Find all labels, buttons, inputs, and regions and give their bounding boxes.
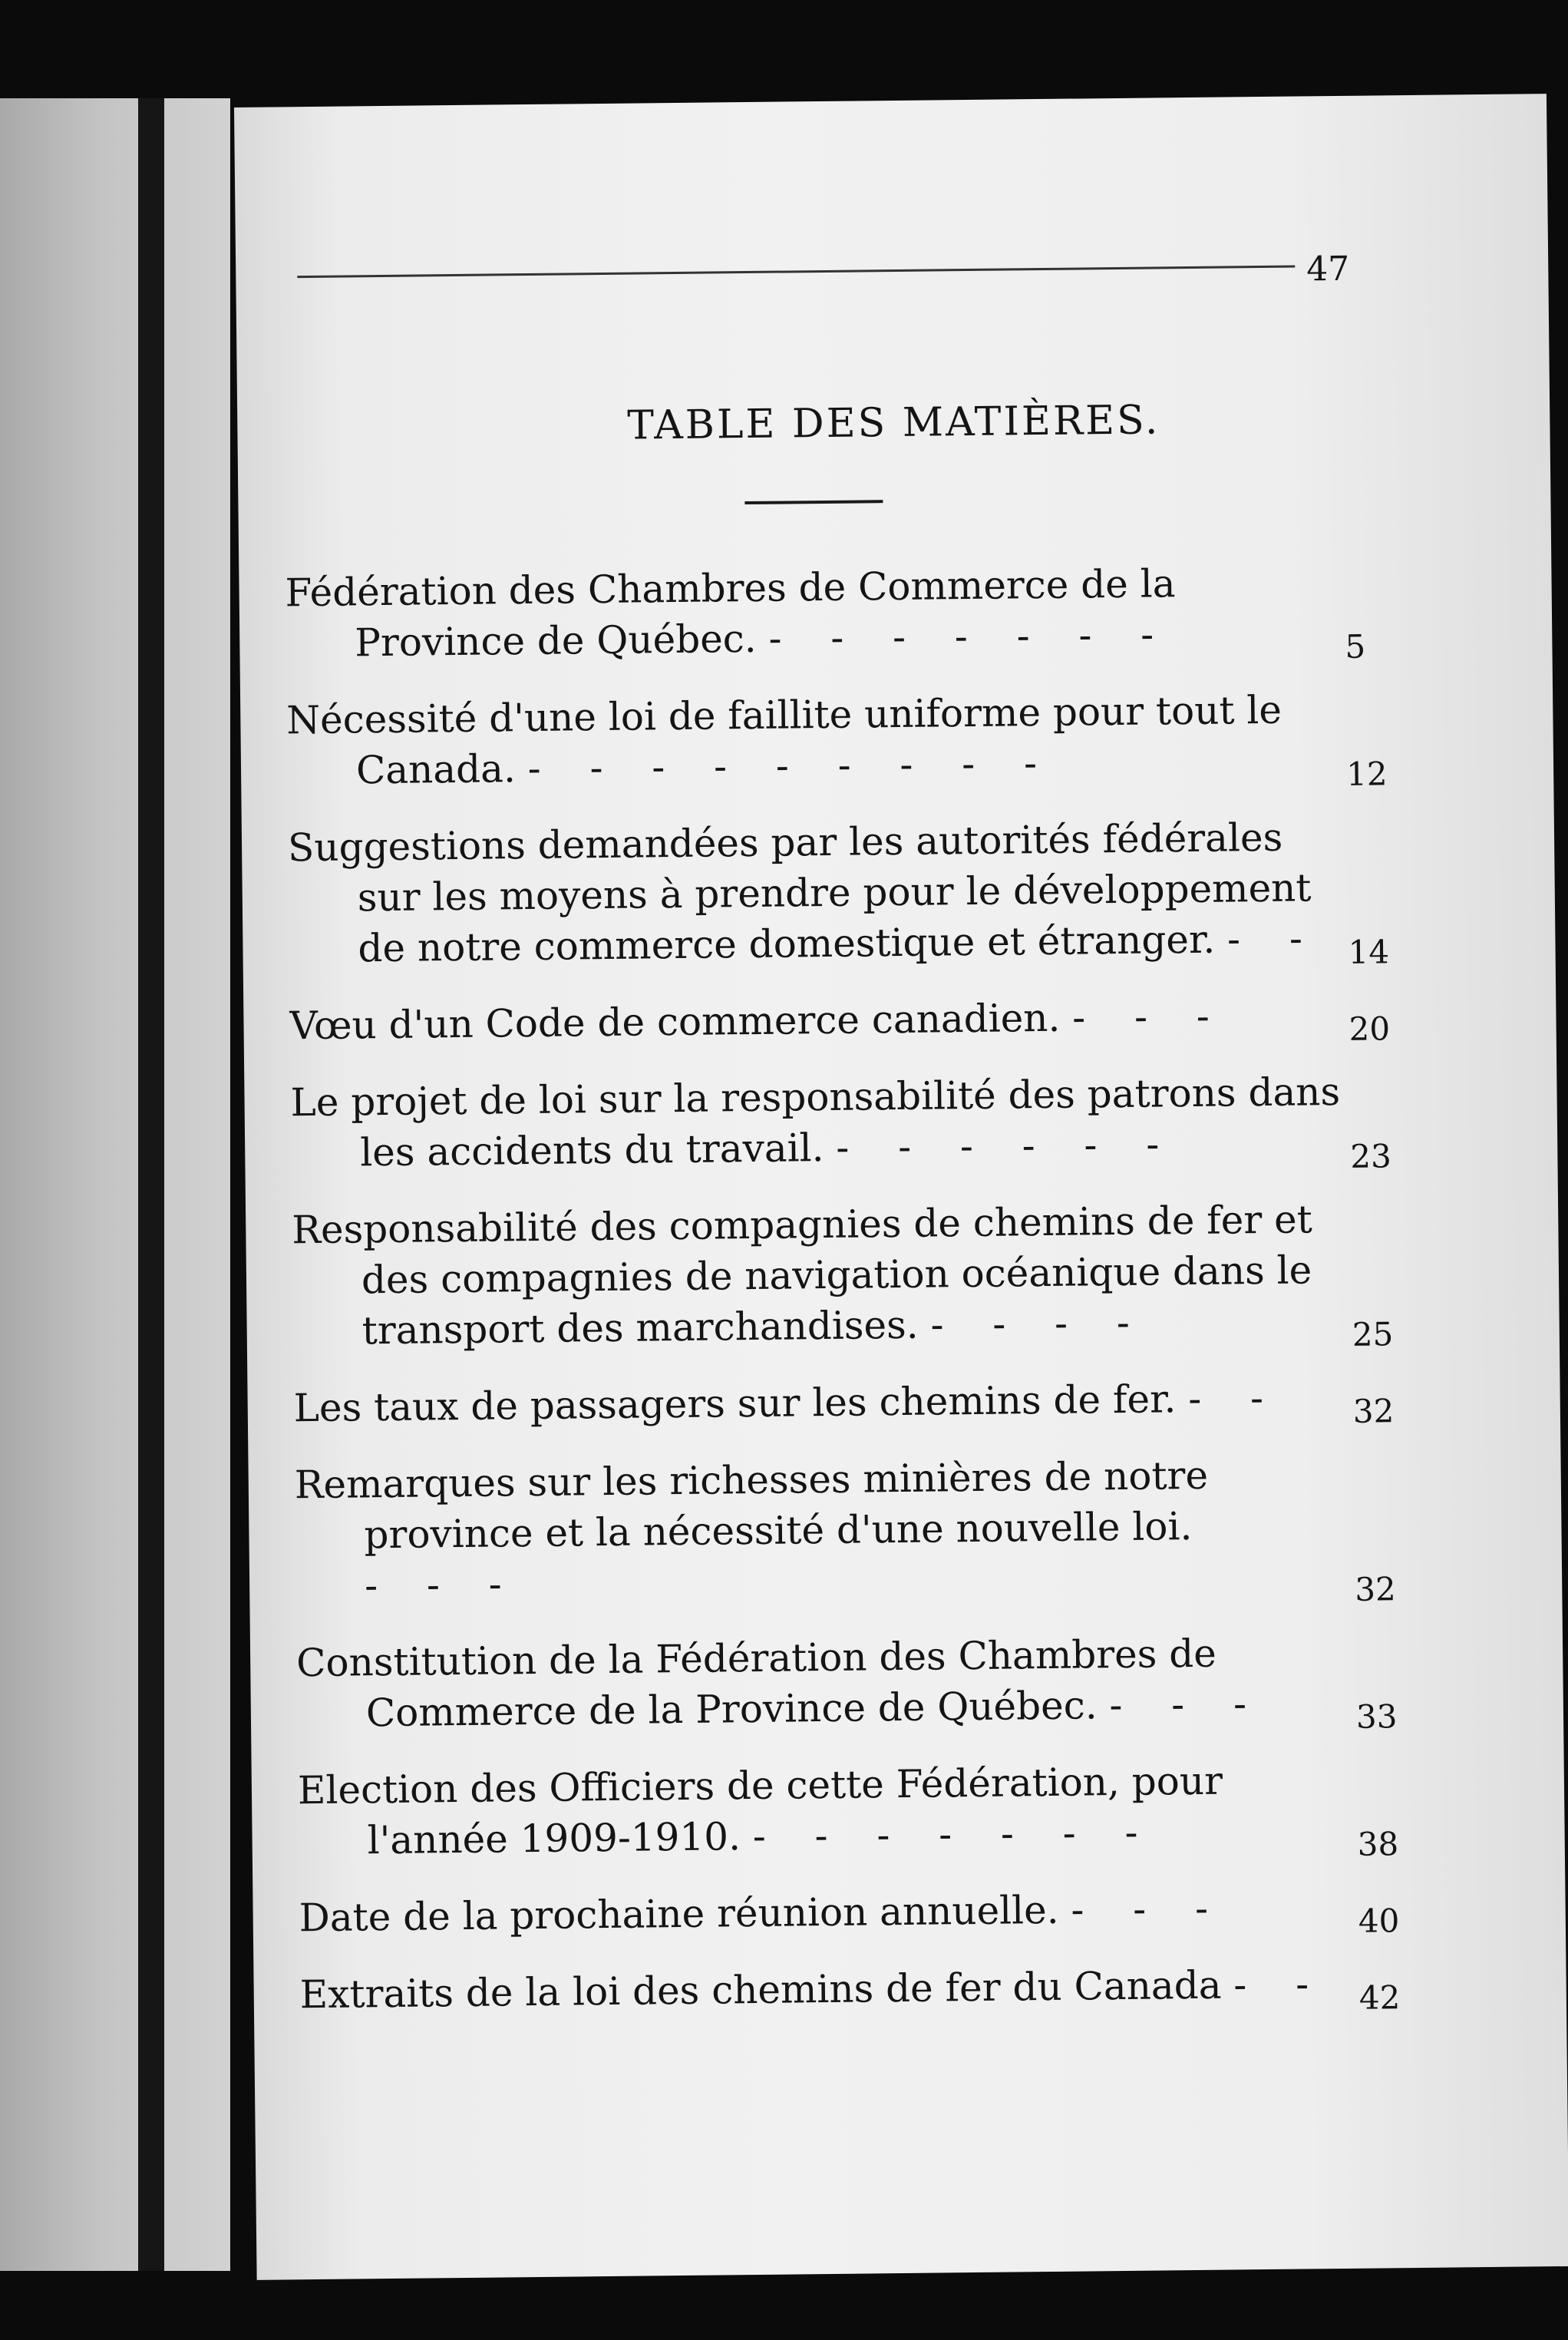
toc-entry-title: Extraits de la loi des chemins de fer du Canada [299,1962,1222,2018]
page-title: TABLE DES MATIÈRES. [627,397,1160,449]
toc-entry-title: Suggestions demandées par les autorités fédérales sur les moyens à prendre pour le développement de notre commerce domestique et étranger. [287,815,1312,971]
toc-entry [288,811,1441,975]
toc-entry-text [299,1958,1352,2020]
toc-entry-leader: - - - - - - - [768,612,1173,661]
toc-entry [292,1193,1444,1357]
toc-entry-text [290,1066,1342,1178]
toc-entry-text [294,1449,1347,1611]
toc-entry-title: Vœu d'un Code de commerce canadien. [289,995,1061,1049]
toc-entry-page: 23 [1350,1137,1392,1175]
toc-entry-title: Nécessité d'une loi de faillite uniforme pour tout le Canada. [286,687,1282,793]
title-rule [744,500,883,504]
toc-entry-text [296,1627,1348,1739]
right-page [234,94,1568,2280]
header-rule [297,266,1295,279]
toc-entry-title: Les taux de passagers sur les chemins de fer. [293,1377,1177,1431]
toc-entry-leader: - - - - - - [836,1122,1178,1170]
toc-entry [293,1371,1445,1434]
toc-entry-leader: - - [1226,916,1322,962]
toc-entry-leader: - - - [1109,1681,1266,1728]
toc-entry-page: 5 [1345,627,1366,666]
toc-entry-text [288,811,1341,974]
toc-entry [299,1881,1451,1944]
table-of-contents [285,556,1451,2047]
toc-entry-text [292,1194,1345,1357]
page-content [234,94,1568,2280]
toc-entry-leader: - - - [364,1562,520,1608]
toc-entry-title: Responsabilité des compagnies de chemins de fer et des compagnies de navigation océanique dans le transport des marchandises. [292,1197,1313,1353]
book-spine [138,98,164,2271]
toc-entry-title: Le projet de loi sur la responsabilité des patrons dans les accidents du travail. [290,1069,1341,1175]
toc-entry [299,1958,1451,2021]
toc-entry-page: 38 [1357,1825,1399,1863]
toc-entry [298,1753,1450,1867]
toc-entry-title: Constitution de la Fédération des Chambres de Commerce de la Province de Québec. [295,1631,1217,1736]
toc-entry-page: 40 [1358,1902,1400,1940]
toc-entry-leader: - - [1187,1375,1282,1422]
toc-entry-leader: - - [1233,1962,1328,2008]
toc-entry-page: 32 [1352,1392,1395,1430]
left-page-edge [0,98,230,2271]
toc-entry [286,683,1438,797]
toc-entry-text [298,1754,1350,1866]
toc-entry [285,556,1437,669]
toc-entry-leader: - - - - [930,1300,1149,1347]
toc-entry-leader: - - - [1071,993,1229,1040]
toc-entry-page: 12 [1345,755,1388,793]
toc-entry-page: 32 [1355,1570,1397,1608]
toc-entry [294,1448,1447,1612]
toc-entry-title: Fédération des Chambres de Commerce de la Province de Québec. [285,561,1176,666]
toc-entry-page: 25 [1352,1315,1394,1353]
toc-entry-text [285,557,1337,669]
toc-entry-leader: - - - - - - - - - [527,740,1056,792]
toc-entry [296,1626,1448,1740]
toc-entry-title: Election des Officiers de cette Fédération, pour l'année 1909-1910. [297,1758,1223,1863]
toc-entry-page: 20 [1348,1010,1391,1048]
toc-entry-page: 14 [1348,933,1390,971]
toc-entry-text [299,1882,1351,1943]
toc-entry-leader: - - - [1071,1886,1227,1932]
toc-entry-page: 42 [1358,1978,1401,2017]
toc-entry-leader: - - - - - - - [752,1810,1157,1859]
toc-entry-title: Remarques sur les richesses minières de notre province et la nécessité d'une nouvelle loi. [294,1453,1209,1558]
toc-entry [290,1066,1442,1179]
toc-entry-page: 33 [1355,1697,1398,1736]
toc-entry-text [293,1372,1345,1433]
toc-entry-text [286,684,1339,796]
page-number: 47 [1306,249,1350,289]
toc-entry-text [289,990,1342,1051]
toc-entry-title: Date de la prochaine réunion annuelle. [299,1887,1059,1941]
toc-entry [289,989,1441,1052]
